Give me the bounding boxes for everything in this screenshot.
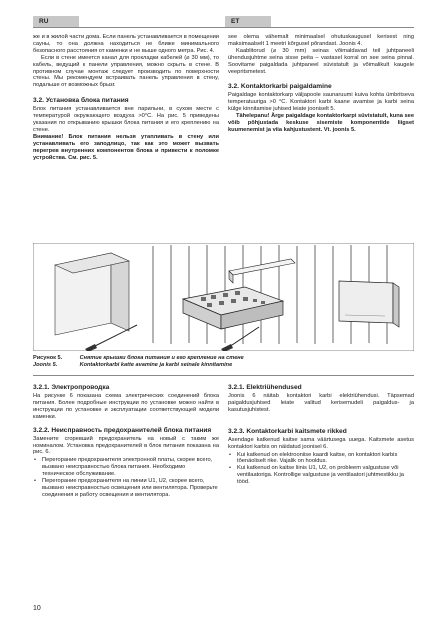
et-intro-paragraph: Kaablitorud (⌀ 30 mm) seinas võimaldavad teil juhtpaneeli ühendusjuhtme seina sisse peita – vastasel korral on see seina pinnal. Soovitame paigaldada juhtpaneel süvistatult ja võimalikult kaugele veepritsmetest.	[228, 47, 414, 75]
header-rule	[33, 27, 414, 28]
ru-section-3-2-warning: Внимание! Блок питания нельзя утапливать в стену или устанавливать его заподлицо, так как это может вызвать перегрев внутренних компонентов блока и привести к поломке устройства. См. рис. 5.	[33, 133, 219, 161]
et-intro-paragraph: see olema vähemalt minimaalsel ohutuskaugusel kerisest ning maksimaalselt 1 meetri kõrgusel põrandast. Joonis 4.	[228, 34, 414, 47]
et-section-3-2-3-text: Asendage katkenud kaitse sama väärtusega uuega. Kaitsmete asetus kontaktori karbis on näidatud joonisel 6.	[228, 436, 414, 450]
et-section-3-2-title: 3.2. Kontaktorkarbi paigaldamine	[228, 83, 332, 91]
caption-label-et: Joonis 5.	[33, 361, 58, 368]
et-section-3-2-text: Paigaldage kontaktorkarp väljapoole saunaruumi kuiva kohta ümbritseva temperatuuriga >0 °C. Kontaktori karbi kaane avamise ja karbi seina külge kinnitamise juhised leiate jooniselt 5.	[228, 92, 414, 113]
caption-text-ru: Снятие крышки блока питания и его крепление на стене	[79, 355, 244, 361]
et-section-3-2-1-text: Joonis 6 näitab kontaktori karbi elektriühendusi. Täpsemad paigaldusjuhised leiate valitud kerisemudeli paigaldus- ja kasutusjuhistest.	[228, 393, 414, 413]
ru-bottom-column	[33, 384, 219, 499]
ru-intro-paragraph: же и в жилой части дома. Если панель устанавливается в помещении сауны, то она должна находиться не ближе минимального безопасного расстояния от каменки и не выше одного метра. Рис. 4.	[33, 34, 219, 54]
lang-tab-ru: RU	[33, 16, 79, 27]
ru-section-3-2-2-title: 3.2.2. Неисправность предохранителей блока питания	[33, 426, 212, 434]
ru-fuse-list	[33, 457, 219, 498]
figure-caption	[33, 355, 414, 369]
caption-text-et: Kontaktorkarbi katte avamine ja karbi seinale kinnitamine	[79, 361, 233, 368]
list-item: • Kui katkenud on elektrooniise kaardi kaitse, on kontaktori karbis tõenäoliselt rike. Vajalik on hooldus.	[228, 452, 414, 466]
ru-intro-paragraph: Если в стене имеется канал для прокладки кабелей (⌀ 30 мм), то кабель, ведущий к панели управления, можно скрыть в стене. В противном случае монтаж следует производить по поверхности стены. Мы рекомендуем встраивать панель управления в стену, подальше от возможных брызг.	[33, 54, 219, 89]
figure-5-illustration	[33, 243, 414, 351]
ru-section-3-2-1-title: 3.2.1. Электропроводка	[33, 384, 110, 391]
ru-top-column	[33, 34, 219, 162]
ru-section-3-2-2-text: Замените сгоревший предохранитель на новый с таким же номиналом. Установка предохранителей в блок питания показана на рис. 6.	[33, 435, 219, 456]
et-fuse-list	[228, 452, 414, 487]
left-wall-panel	[55, 253, 129, 335]
et-section-3-2-warning: Tähelepanu! Ärge paigaldage kontaktorkarpi süvistatult, kuna see võib põhjustada keskuse sisemiste komponentide liigset kuumenemist ja viia kahjustustent. Vt. joonis 5.	[228, 113, 414, 133]
section-rule	[33, 375, 414, 376]
et-top-column	[228, 34, 414, 134]
list-item: • Перегорание предохранителя электронной платы, скорее всего, вызвано неисправностью блока питания. Необходимо техническое обслуживание.	[33, 457, 219, 478]
ru-section-3-2-text: Блок питания устанавливается вне парильни, в сухом месте с температурой окружающего воздуха >0°C. На рис. 5 приведены указания по открыванию крышки блока питания и его креплению на стене.	[33, 106, 219, 133]
et-bottom-column	[228, 384, 414, 486]
ru-section-3-2-title: 3.2. Установка блока питания	[33, 97, 129, 105]
et-section-3-2-1-title: 3.2.1. Elektriühendused	[228, 384, 302, 391]
list-item: • Kui katkenud on kaitse liinis U1, U2, on probleem valgustuse või ventilaatoriga. Kontrollige valgustuse ja ventilaatori juhtmestikku ja tööd.	[228, 465, 414, 486]
et-section-3-2-3-title: 3.2.3. Kontaktorkarbi kaitsmete rikked	[228, 427, 347, 435]
lang-tab-et: ET	[225, 16, 271, 27]
closed-contactor-box	[339, 281, 399, 327]
list-item: • Перегорание предохранителя на линии U1, U2, скорее всего, вызвано неисправностью освещения или вентилятора. Проверьте соединения и работу освещения и вентилятора.	[33, 478, 219, 499]
ru-section-3-2-1-text: На рисунке 6 показана схема электрических соединений блока питания. Более подробные инструкции по установке можно найти в инструкции по установке и эксплуатации соответствующей модели каменки.	[33, 393, 219, 420]
page-number: 10	[33, 605, 41, 612]
caption-label-ru: Рисунок 5.	[33, 355, 63, 361]
